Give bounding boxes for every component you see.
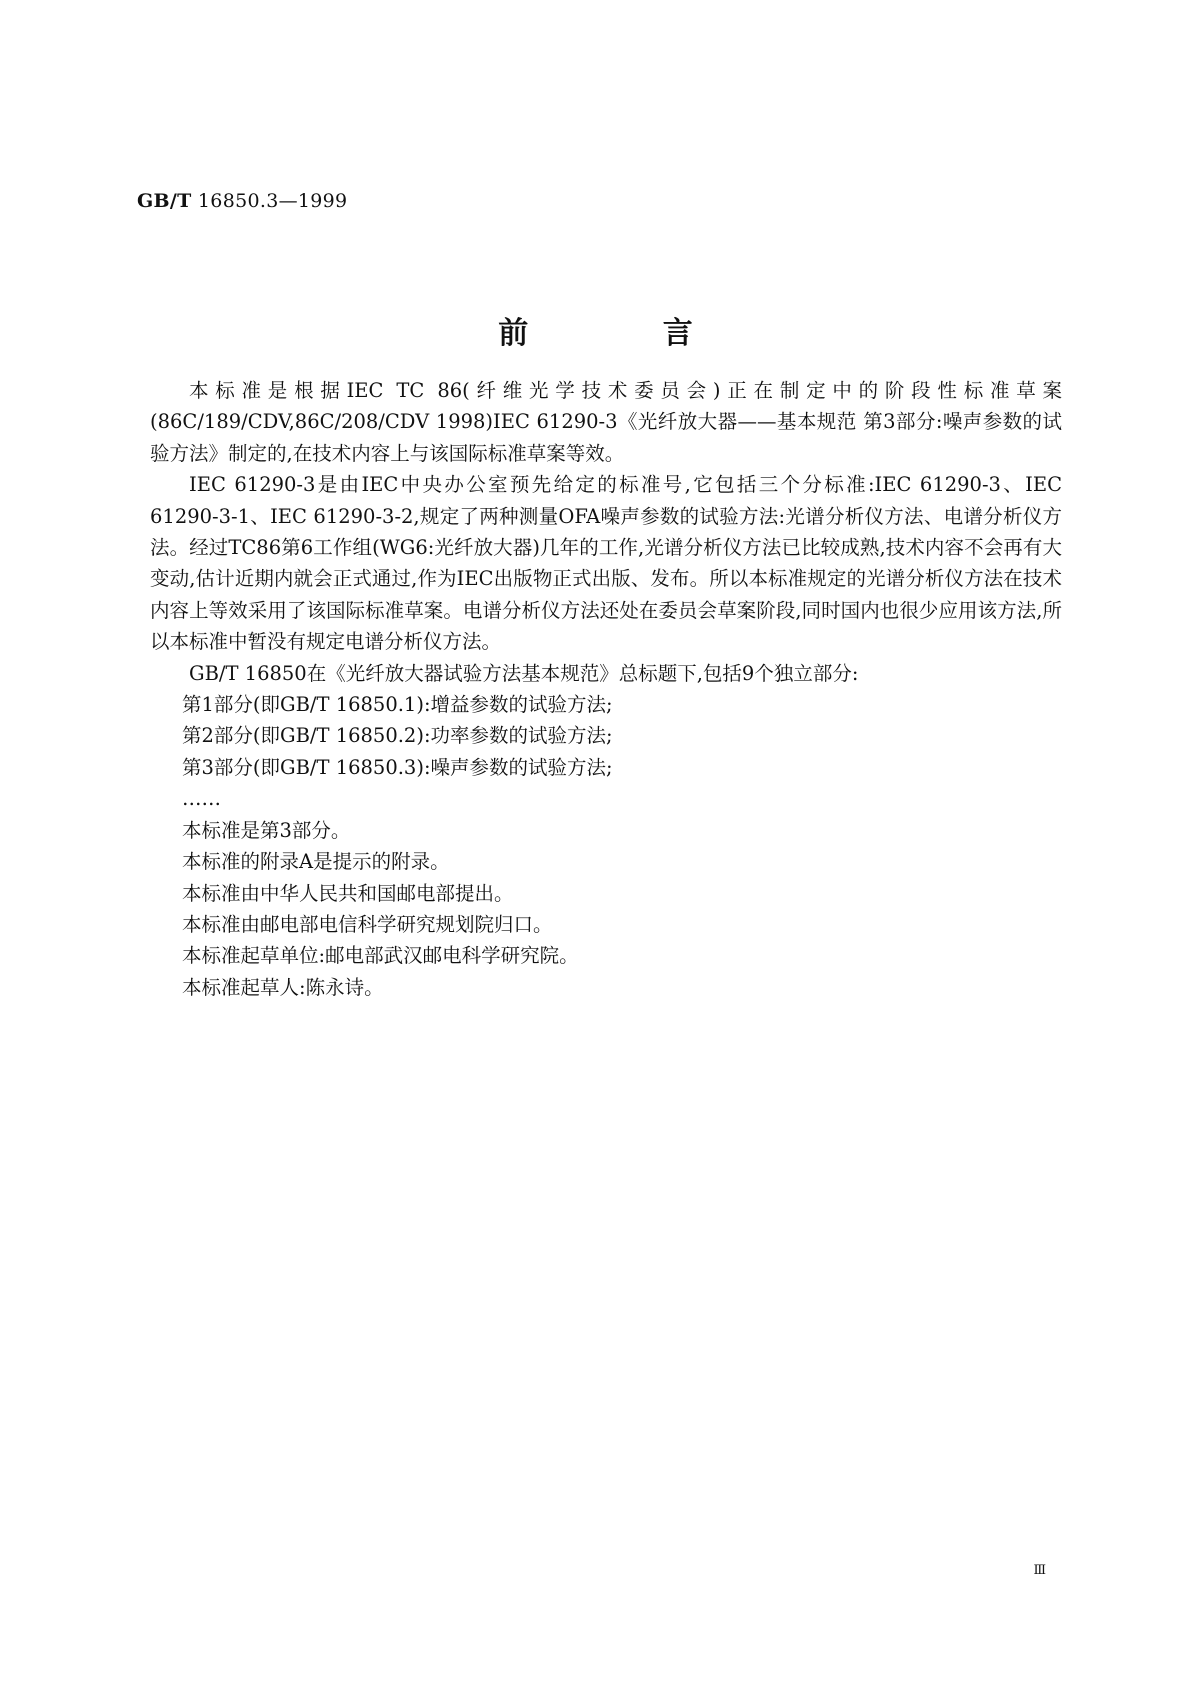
paragraph: 本标准是根据IEC TC 86(纤维光学技术委员会)正在制定中的阶段性标准草案(86C/189/CDV,86C/208/CDV 1998)IEC 61290-3《光纤放大器——基本规范 第3部分:噪声参数的试验方法》制定的,在技术内容上与该国际标准草案等效。 (150, 379, 1062, 465)
paragraph: GB/T 16850在《光纤放大器试验方法基本规范》总标题下,包括9个独立部分: (189, 661, 859, 685)
page-title: 前 言 (498, 316, 755, 351)
list-item: 第3部分(即GB/T 16850.3):噪声参数的试验方法; (182, 755, 613, 779)
page-number: Ⅲ (1033, 1563, 1046, 1578)
list-item: 第1部分(即GB/T 16850.1):增益参数的试验方法; (182, 693, 613, 717)
paragraph: IEC 61290-3是由IEC中央办公室预先给定的标准号,它包括三个分标准:IEC 61290-3、IEC 61290-3-1、IEC 61290-3-2,规定了两种测量OFA噪声参数的试验方法:光谱分析仪方法、电谱分析仪方法。经过TC86第6工作组(WG6:光纤放大器)几年的工作,光谱分析仪方法已比较成熟,技术内容不会再有大变动,估计近期内就会正式通过,作为IEC出版物正式出版、发布。所以本标准规定的光谱分析仪方法在技术内容上等效采用了该国际标准草案。电谱分析仪方法还处在委员会草案阶段,同时国内也很少应用该方法,所以本标准中暂没有规定电谱分析仪方法。 (150, 473, 1062, 654)
statement-line: 本标准是第3部分。 (182, 818, 351, 842)
standard-prefix: GB/T (137, 190, 192, 212)
statement-line: 本标准由邮电部电信科学研究规划院归口。 (182, 912, 553, 936)
list-item: 第2部分(即GB/T 16850.2):功率参数的试验方法; (182, 724, 613, 748)
statement-line: 本标准由中华人民共和国邮电部提出。 (182, 881, 514, 905)
statement-line: 本标准起草人:陈永诗。 (182, 975, 384, 999)
statement-line: 本标准的附录A是提示的附录。 (182, 850, 450, 874)
standard-code (137, 190, 347, 212)
foreword-body (150, 375, 1062, 1003)
statement-line: 本标准起草单位:邮电部武汉邮电科学研究院。 (182, 944, 579, 968)
standard-number: 16850.3—1999 (197, 190, 348, 212)
ellipsis: …… (182, 787, 221, 811)
